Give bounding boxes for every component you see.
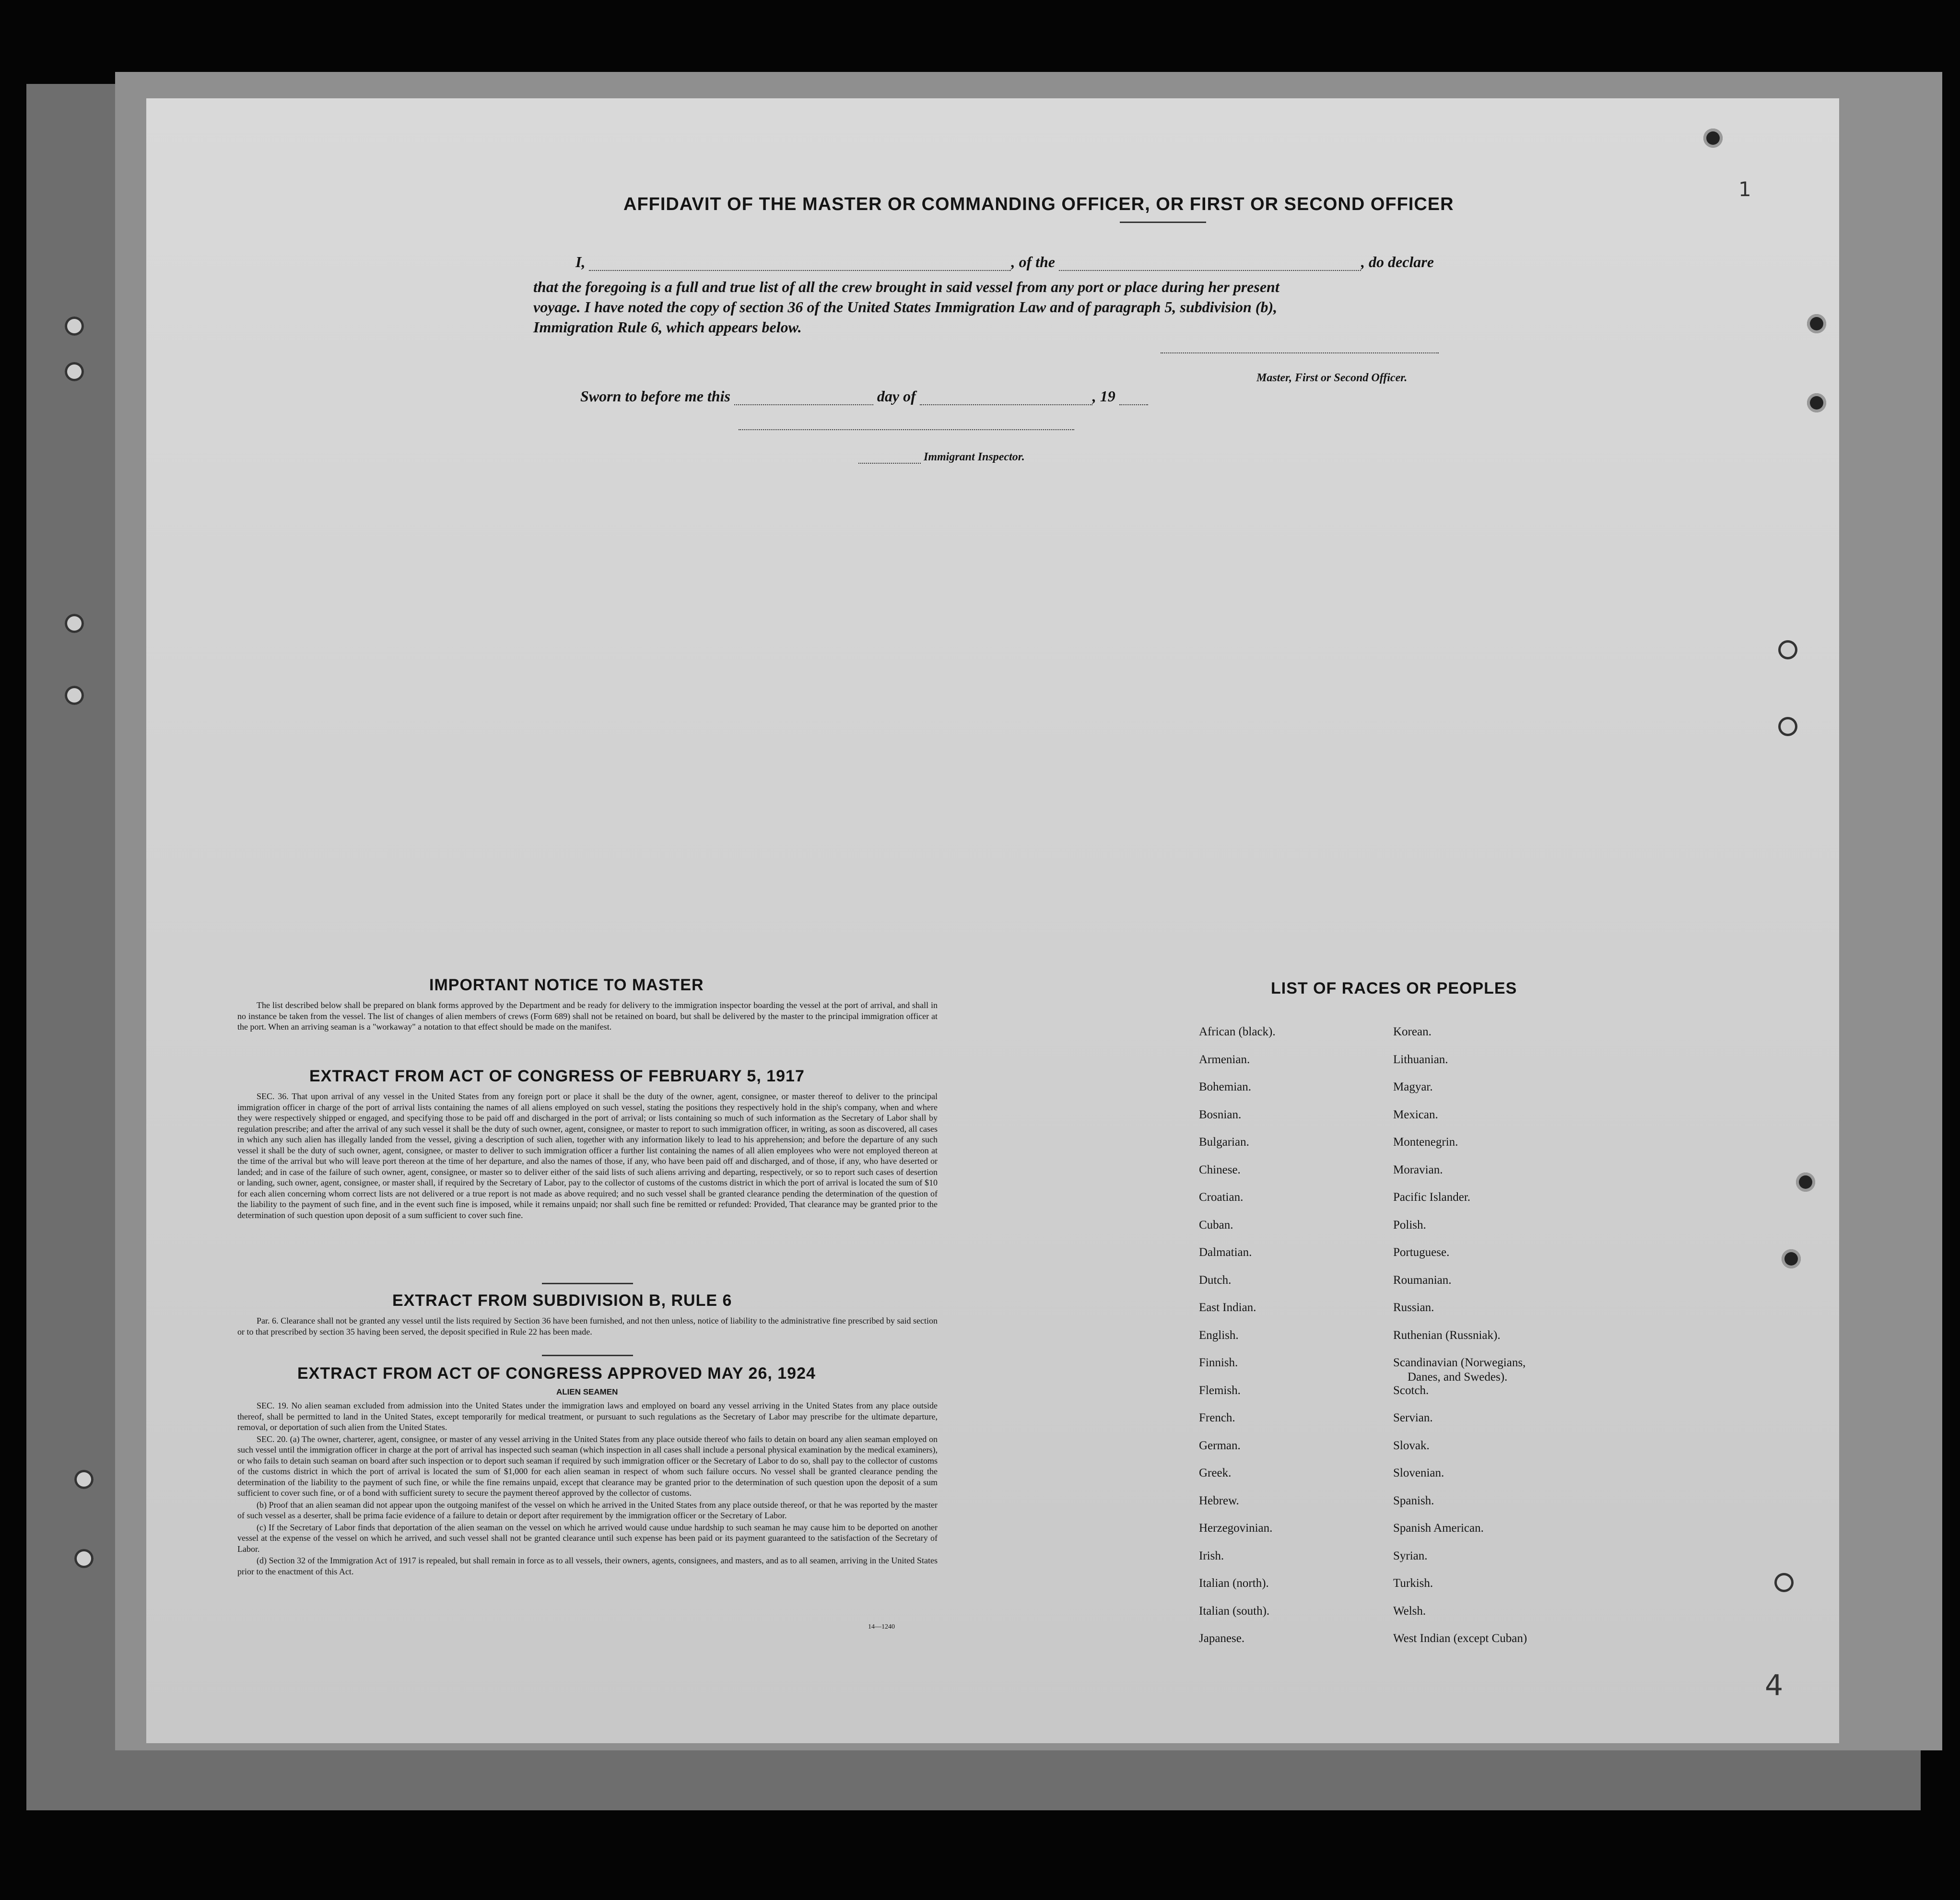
race-item: Dalmatian. [1199, 1246, 1252, 1259]
extract-1924-title: EXTRACT FROM ACT OF CONGRESS APPROVED MAY 26, 1924 [297, 1364, 816, 1383]
race-item: Turkish. [1393, 1577, 1433, 1590]
affidavit-line1 [575, 253, 1434, 271]
sworn-text: Sworn to before me this [580, 387, 730, 405]
extract-1917-paragraph: SEC. 36. That upon arrival of any vessel in the United States from any foreign port or place it shall be the duty of the owner, agent, consignee, or master thereof to deliver to the principal immigration officer in charge of the port of arrival lists containing the names of all aliens employed on such vessel, stating the positions they respectively hold in the ship's company, when and where they were respectively shipped or engaged, and specifying those to be paid off and discharged in the port of arrival; or lists containing so much of such information as the Secretary of Labor shall by regulation prescribe; and after the arrival of any such vessel it shall be the duty of such owner, agent, consignee, or master to report to such immigration officer, in writing, as soon as discovered, all cases in which any such alien has illegally landed from the vessel, giving a description of such alien, together with any information likely to lead to his apprehension; and before the departure of any such vessel it shall be the duty of such owner, agent, consignee, or master to deliver to such immigration officer a further list containing the names of all alien employees who were not employed thereon at the time of the arrival but who will leave port thereon at the time of her departure, and also the names of those, if any, who have been paid off and discharged, and of those, if any, who have deserted or landed; and in case of the failure of such owner, agent, consignee, or master so to deliver either of the said lists of such aliens arriving and departing, respectively, or so to report such cases of desertion or landing, such owner, agent, consignee, or master shall, if required by the Secretary of Labor, pay to the collector of customs of the customs district in which the port of arrival is located the sum of $10 for each alien concerning whom correct lists are not delivered or a true report is not made as above required; and no such vessel shall be granted clearance pending the determination of the question of the liability to the payment of such fine, and in the event such fine is imposed, while it remains unpaid; nor shall such fine be remitted or refunded: Provided, That clearance may be granted prior to the determination of such question upon deposit of a sum sufficient to cover such fine. [237, 1091, 938, 1220]
race-item: Bosnian. [1199, 1108, 1242, 1121]
affidavit-of-the: , of the [1011, 253, 1055, 270]
race-item: Spanish American. [1393, 1522, 1484, 1535]
race-item: Spanish. [1393, 1494, 1434, 1507]
race-item: Polish. [1393, 1218, 1426, 1231]
race-item: Cuban. [1199, 1218, 1233, 1231]
race-item: Magyar. [1393, 1080, 1433, 1093]
races-title: LIST OF RACES OR PEOPLES [1271, 979, 1517, 997]
race-item: Bulgarian. [1199, 1136, 1249, 1149]
race-item: Japanese. [1199, 1632, 1245, 1645]
race-item: Portuguese. [1393, 1246, 1450, 1259]
master-signature-line[interactable] [1161, 352, 1439, 353]
race-item: West Indian (except Cuban) [1393, 1632, 1527, 1645]
form-number: 14—1240 [868, 1623, 895, 1630]
punch-hole [1807, 314, 1826, 333]
race-item: Montenegrin. [1393, 1136, 1458, 1149]
punch-hole [65, 686, 84, 705]
punch-hole [74, 1549, 94, 1568]
race-item: Greek. [1199, 1466, 1232, 1479]
punch-hole [1782, 1249, 1801, 1268]
race-item: Pacific Islander. [1393, 1191, 1471, 1204]
race-item: East Indian. [1199, 1301, 1256, 1314]
race-item: French. [1199, 1411, 1235, 1424]
race-item: Italian (north). [1199, 1577, 1269, 1590]
race-item: Scandinavian (Norwegians, [1393, 1356, 1526, 1369]
sworn-line [580, 387, 1148, 405]
punch-hole [1796, 1173, 1815, 1192]
punch-hole [1778, 640, 1797, 659]
alien-seamen-heading: ALIEN SEAMEN [556, 1387, 618, 1396]
extract-1924-sec20d: (d) Section 32 of the Immigration Act of 1917 is repealed, but shall remain in force as to all vessels, their owners, agents, consignees, and masters, and as to all seamen, arriving in the United States prior to the enactment of this Act. [237, 1556, 938, 1576]
race-item: Mexican. [1393, 1108, 1438, 1121]
sworn-year-field[interactable] [1119, 404, 1148, 405]
punch-hole [1703, 129, 1723, 148]
race-item: German. [1199, 1439, 1241, 1452]
vessel-field[interactable] [1059, 270, 1361, 271]
punch-hole [1807, 393, 1826, 412]
race-item: Slovenian. [1393, 1466, 1444, 1479]
extract-1917-title: EXTRACT FROM ACT OF CONGRESS OF FEBRUARY 5, 1917 [309, 1067, 805, 1085]
punch-hole [1774, 1573, 1794, 1592]
year-text: , 19 [1092, 387, 1115, 405]
race-item: Chinese. [1199, 1163, 1241, 1176]
race-item: Russian. [1393, 1301, 1434, 1314]
inspector-label-line [858, 451, 1025, 464]
day-of-text: day of [877, 387, 916, 405]
affidavit-title: AFFIDAVIT OF THE MASTER OR COMMANDING OFFICER, OR FIRST OR SECOND OFFICER [623, 194, 1454, 214]
race-item: English. [1199, 1328, 1239, 1342]
extract-1924-sec20b: (b) Proof that an alien seaman did not appear upon the outgoing manifest of the vessel on which he arrived in the United States from any place outside thereof, or that he was reported by the master of such vessel as a deserter, shall be prima facie evidence of a failure to detain or deport after requirement by the immigration officer or the Secretary of Labor. [237, 1500, 938, 1520]
race-item: Italian (south). [1199, 1604, 1270, 1618]
extract-rule6-text [237, 1315, 938, 1338]
punch-hole [65, 614, 84, 633]
race-item: Croatian. [1199, 1191, 1244, 1204]
extract-rule6-title: EXTRACT FROM SUBDIVISION B, RULE 6 [392, 1291, 732, 1310]
race-item: Korean. [1393, 1025, 1432, 1038]
punch-hole [65, 317, 84, 336]
affidavit-i: I, [575, 253, 586, 270]
extract-1924-sec20a: SEC. 20. (a) The owner, charterer, agent, consignee, or master of any vessel arriving in the United States from any place outside thereof who fails to detain on board any alien seaman employed on such vessel until the immigration officer in charge at the port of arrival has inspected such seaman (which inspection in all cases shall include a personal physical examination by the medical examiners), or who fails to detain such seaman on board after such inspection or to deport such seaman if required by such immigration officer or the Secretary of Labor to do so, shall pay to the collector of customs of the customs district in which the port of arrival is located the sum of $1,000 for each alien seaman in respect of whom such failure occurs. No vessel shall be granted clearance pending the determination of the liability to the payment of such fine, or while the fine remains unpaid, except that clearance may be granted prior to the determination of such question upon the deposit of a sum sufficient to cover such fine, or of a bond with sufficient surety to secure the payment thereof approved by the collector of customs. [237, 1434, 938, 1498]
race-item: Bohemian. [1199, 1080, 1252, 1093]
margin-mark: 4 [1765, 1669, 1784, 1702]
title-rule [1120, 222, 1206, 223]
race-item: Herzegovinian. [1199, 1522, 1273, 1535]
race-item: Flemish. [1199, 1384, 1241, 1397]
affidavit-line2: that the foregoing is a full and true list of all the crew brought in said vessel from any port or place during her present [533, 278, 1279, 295]
race-item: Irish. [1199, 1549, 1224, 1562]
notice-title: IMPORTANT NOTICE TO MASTER [429, 976, 704, 994]
race-item: African (black). [1199, 1025, 1276, 1038]
sworn-month-field[interactable] [920, 404, 1092, 405]
race-item: Hebrew. [1199, 1494, 1239, 1507]
race-item: Syrian. [1393, 1549, 1428, 1562]
inspector-signature-line[interactable] [739, 429, 1074, 430]
inspector-leader [858, 463, 921, 464]
punch-hole [65, 362, 84, 381]
master-signature-label: Master, First or Second Officer. [1256, 372, 1408, 384]
race-item: Armenian. [1199, 1053, 1250, 1066]
margin-mark: 1 [1738, 177, 1751, 201]
extract-1924-text [237, 1400, 938, 1578]
punch-hole [74, 1470, 94, 1489]
race-item: Welsh. [1393, 1604, 1426, 1618]
punch-hole [1778, 717, 1797, 736]
race-item: Slovak. [1393, 1439, 1430, 1452]
race-item: Finnish. [1199, 1356, 1238, 1369]
race-item: Dutch. [1199, 1273, 1232, 1287]
notice-paragraph: The list described below shall be prepared on blank forms approved by the Department and be ready for delivery to the immigration inspector boarding the vessel at the port of arrival, and shall in no instance be taken from the vessel. The list of changes of alien members of crews (Form 689) shall not be retained on board, but shall be delivered by the master to the principal immigration officer at the port. When an arriving seaman is a "workaway" a notation to that effect should be made on the manifest. [237, 1000, 938, 1032]
race-item: Moravian. [1393, 1163, 1443, 1176]
affidavit-line4: Immigration Rule 6, which appears below. [533, 318, 802, 336]
section-rule [542, 1283, 633, 1284]
race-item: Lithuanian. [1393, 1053, 1448, 1066]
extract-1924-sec19: SEC. 19. No alien seaman excluded from admission into the United States under the immigration laws and employed on board any vessel arriving in the United States from any place outside thereof, shall be permitted to land in the United States, except temporarily for medical treatment, or pursuant to such regulations as the Secretary of Labor may prescribe for the ultimate departure, removal, or deportation of such alien from the United States. [237, 1401, 938, 1432]
extract-1924-sec20c: (c) If the Secretary of Labor finds that deportation of the alien seaman on the vessel on which he arrived would cause undue hardship to such seaman he may cause him to be deported on another vessel at the expense of the vessel on which he arrived, and such vessel shall not be granted clearance until such expense has been paid or its payment guaranteed to the satisfaction of the Secretary of Labor. [237, 1522, 938, 1554]
race-item-continuation: Danes, and Swedes). [1408, 1371, 1508, 1384]
sworn-day-field[interactable] [734, 404, 873, 405]
affidavit-declare: , do declare [1361, 253, 1434, 270]
section-rule [542, 1355, 633, 1356]
inspector-label: Immigrant Inspector. [924, 451, 1025, 463]
race-item: Scotch. [1393, 1384, 1429, 1397]
race-item: Servian. [1393, 1411, 1433, 1424]
race-item: Ruthenian (Russniak). [1393, 1328, 1501, 1342]
extract-rule6-paragraph: Par. 6. Clearance shall not be granted any vessel until the lists required by Section 36 have been furnished, and not then unless, notice of liability to the administrative fine prescribed by said section or to that prescribed by section 35 having been served, the deposit specified in Rule 22 has been made. [237, 1316, 938, 1337]
extract-1917-text [237, 1091, 938, 1221]
name-field[interactable] [589, 270, 1011, 271]
notice-text [237, 1000, 938, 1033]
race-item: Roumanian. [1393, 1273, 1452, 1287]
affidavit-line3: voyage. I have noted the copy of section 36 of the United States Immigration Law and of paragraph 5, subdivision (b), [533, 298, 1278, 316]
